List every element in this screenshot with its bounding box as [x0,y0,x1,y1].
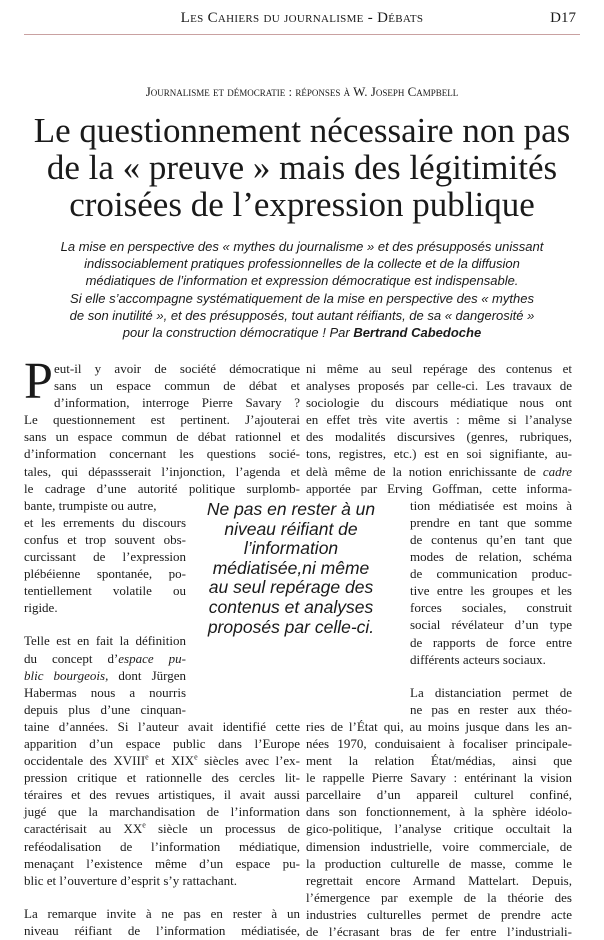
text-line: nées 1970, conduisaient à focaliser principale- [306,735,572,751]
text-line: modes de relation, schéma [410,549,572,565]
text-line: occidentale des XVIIIe et XIXe siècles avec l’ex- [24,752,300,769]
text-line: Habermas nous a nourris [24,684,186,700]
paragraph [306,684,572,940]
text-line: apportée par Erving Goffman, cette informa- [306,480,572,496]
author-name: Bertrand Cabedoche [353,325,482,341]
text-line: regrettait encore Armand Mattelart. Depuis, [306,872,572,888]
text-line: niveau réifiant de l’information médiatisée, [24,922,300,938]
text-line: sans un espace commun de débat rationnel et [24,429,300,445]
text-line: Le questionnement est pertinent. J’ajouterai [24,412,300,428]
text-line: ne pas en rester aux théo- [410,701,572,717]
text-line: plébéienne spontanée, po- [24,566,186,582]
text-line: dans son fonctionnement, à la sphère idéolo- [306,804,572,820]
article-headline: Le questionnement nécessaire non pas de la « preuve » mais des légitimités croisées de l’expression publique [33,111,571,224]
text-line: sans un espace commun de débat et [54,378,300,394]
chapeau-line: de son inutilité », et des présupposés, tout autant réifiants, de sa « dangerosité » [69,307,535,323]
text-line: blic bourgeois, dont Jürgen [24,667,186,683]
text-line: caractérisait au XXe siècle un processus de [24,821,300,837]
text-line: de communication produc- [410,566,572,582]
text-line: delà même de la notion enrichissante de cadre [306,463,572,479]
text-line: sociologie du discours médiatique nous ont [306,395,572,411]
chapeau-line: pour la construction démocratique ! Par [122,325,354,341]
text-line: social révélateur d’un type [410,617,572,633]
text-line: forces sociales, construit [410,600,572,616]
text-line: parcellaire d’un appareil culturel confiné, [306,787,572,803]
text-line: dimension industrielle, voire commerciale, de [306,838,572,854]
text-line: eut-il y avoir de société démocratique [54,361,300,376]
text-line: rigide. [24,600,58,616]
text-line: l’émergence par exemple de la théorie des [306,889,572,905]
text-line: tentiellement volatile ou [24,583,186,599]
article-chapeau [24,238,580,341]
text-line: confus et trop souvent obs- [24,531,186,547]
text-line: prendre en tant que somme [410,514,572,530]
text-line: de rapports de force entre [410,634,572,650]
text-line: d’information concernant les questions socié- [24,446,300,462]
text-line: de l’écrasant bras de fer entre l’industriali- [306,924,572,939]
text-line: tons, registres, etc.) est en soi signifiante, au- [306,446,572,462]
paragraph [24,632,300,888]
section-label: Journalisme et démocratie : réponses à W. Joseph Campbell [145,84,459,99]
text-line: blic et l’ouverture d’esprit s’y rattachant. [24,872,237,888]
paragraph [306,360,572,668]
text-line: jugé que la marchandisation de l’information [24,804,300,820]
pull-quote: Ne pas en rester à un niveau réifiant de l’information médiatisée,ni même au seul repérage des contenus et analyses proposés par celle-ci. [206,499,376,637]
header-rule [24,34,580,35]
text-line: curcissant de l’expression [24,549,186,565]
text-line: du concept d’espace pu- [24,650,186,666]
text-line: différents acteurs sociaux. [410,651,546,667]
text-line: Telle est en fait la définition [24,633,186,649]
text-line: le rappelle Pierre Savary : entérinant la vision [306,770,572,786]
chapeau-line: indissociablement pratiques professionnelles de la collecte et de la diffusion [84,256,520,272]
text-line: tion médiatisée est moins à [410,497,572,513]
text-line: en effet très vite avertis : même si l’analyse [306,412,572,428]
text-line: industries culturelles permet de prendre acte [306,906,572,922]
text-line: taine d’années. Si l’auteur avait identifié cette [24,718,300,734]
text-line: apparition d’un espace public dans l’Europe [24,735,300,751]
text-line: ries de l’État qui, au moins jusque dans les an- [306,718,572,734]
text-line: analyses proposés par celle-ci. Les travaux de [306,378,572,394]
paragraph [24,905,300,939]
text-line: tive entre les groupes et les [410,583,572,599]
text-line: de contenus qu’en tant que [410,531,572,547]
text-line: le cadrage d’une autorité politique surplomb- [24,480,300,496]
running-title: Les Cahiers du journalisme - Débats [180,10,424,26]
text-line: et les errements du discours [24,514,186,530]
right-column [306,360,572,940]
text-line: menaçant l’existence même d’un espace pu- [24,855,300,871]
text-line: ment la relation État/médias, ainsi que [306,753,572,769]
drop-cap: P [24,353,53,410]
chapeau-line: Si elle s’accompagne systématiquement de la mise en perspective des « mythes [70,290,534,306]
text-line: des modalités discursives (genres, rubriques, [306,429,572,445]
text-line: reféodalisation de l’information médiatique, [24,838,300,854]
page-number: D17 [550,10,576,26]
chapeau-line: La mise en perspective des « mythes du journalisme » et des présupposés unissant [60,239,544,254]
text-line: téraires et des revues artistiques, il avait aussi [24,787,300,803]
text-line: d’information, interroge Pierre Savary ? [54,395,300,411]
text-line: La remarque invite à ne pas en rester à un [24,905,300,921]
text-line: la production culturelle de masse, comme le [306,855,572,871]
left-column [24,353,300,939]
text-line: tales, qui dépassserait l’injonction, l’agenda et [24,463,300,479]
text-line: pression critique et rationnelle des cercles lit- [24,770,300,786]
text-line: gico-politique, l’analyse critique occultait la [306,821,572,837]
running-header [24,10,580,30]
text-line: La distanciation permet de [410,684,572,700]
chapeau-line: médiatiques de l’information et expression démocratique est indispensable. [85,273,519,289]
text-line: ni même au seul repérage des contenus et [306,361,572,376]
text-line: depuis plus d’une cinquan- [24,701,186,717]
text-line: bante, trumpiste ou autre, [24,497,157,513]
